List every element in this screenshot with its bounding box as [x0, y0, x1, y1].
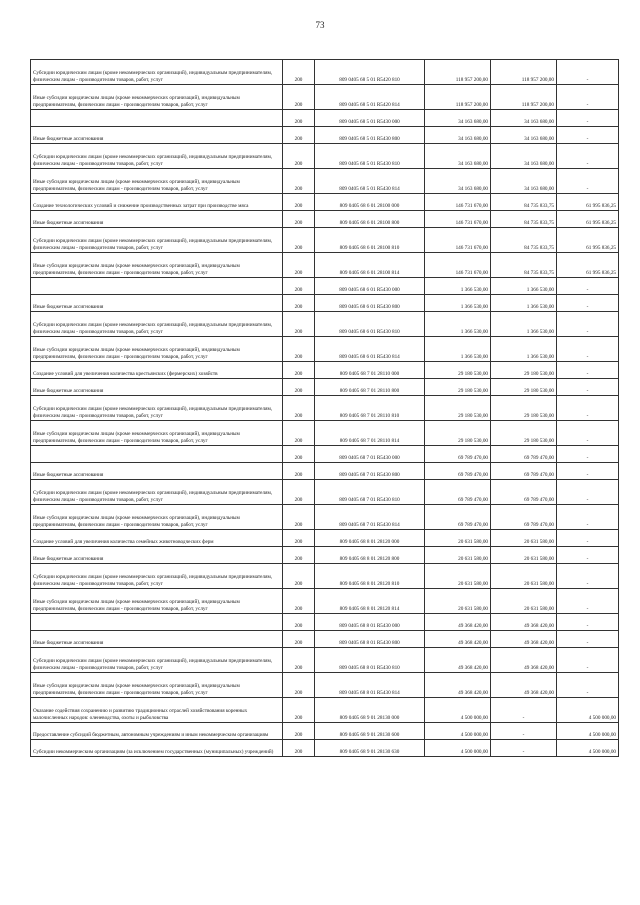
table-row	[31, 564, 619, 589]
row-executed-amount-cell: 1 366 530,00	[491, 295, 557, 312]
row-code-cell: 200	[283, 60, 315, 85]
row-unexecuted-amount-cell: 4 500 000,00	[557, 723, 619, 740]
row-name-cell: Иные бюджетные ассигнования	[31, 211, 283, 228]
row-code-cell: 200	[283, 144, 315, 169]
row-unexecuted-amount-cell: 61 995 836,25	[557, 228, 619, 253]
row-executed-amount-cell: 49 368 420,00	[491, 614, 557, 631]
row-name-cell: Иные субсидии юридическим лицам (кроме некоммерческих организаций), индивидуальным предпринимателям, физическим лицам - производителям товаров, работ, услуг	[31, 253, 283, 278]
row-classification-code-cell: 809 0405 68 5 01 R5420 814	[315, 85, 425, 110]
table-row	[31, 589, 619, 614]
row-unexecuted-amount-cell: -	[557, 463, 619, 480]
row-code-cell: 200	[283, 480, 315, 505]
row-executed-amount-cell: -	[491, 723, 557, 740]
row-executed-amount-cell: 118 957 200,00	[491, 60, 557, 85]
table-row	[31, 463, 619, 480]
row-unexecuted-amount-cell: -	[557, 614, 619, 631]
row-classification-code-cell: 809 0405 68 6 01 28100 810	[315, 228, 425, 253]
row-approved-amount-cell: 20 631 580,00	[425, 547, 491, 564]
row-code-cell: 200	[283, 110, 315, 127]
row-unexecuted-amount-cell: 61 995 836,25	[557, 253, 619, 278]
row-classification-code-cell: 809 0405 68 7 01 28110 000	[315, 362, 425, 379]
row-code-cell: 200	[283, 211, 315, 228]
row-unexecuted-amount-cell: 61 995 836,25	[557, 211, 619, 228]
row-classification-code-cell: 809 0405 68 5 01 R5430 000	[315, 110, 425, 127]
row-code-cell: 200	[283, 295, 315, 312]
row-approved-amount-cell: 146 731 670,00	[425, 194, 491, 211]
row-code-cell: 200	[283, 740, 315, 757]
row-classification-code-cell: 809 0405 68 8 01 28120 814	[315, 589, 425, 614]
row-unexecuted-amount-cell: -	[557, 127, 619, 144]
row-classification-code-cell: 809 0405 68 9 01 28130 630	[315, 740, 425, 757]
row-name-cell: Иные субсидии юридическим лицам (кроме некоммерческих организаций), индивидуальным предпринимателям, физическим лицам - производителям товаров, работ, услуг	[31, 673, 283, 698]
row-executed-amount-cell: -	[491, 740, 557, 757]
row-unexecuted-amount-cell: -	[557, 673, 619, 698]
row-code-cell: 200	[283, 253, 315, 278]
row-classification-code-cell: 809 0405 68 8 01 28120 810	[315, 564, 425, 589]
row-executed-amount-cell: 34 163 680,00	[491, 110, 557, 127]
row-approved-amount-cell: 49 368 420,00	[425, 631, 491, 648]
row-executed-amount-cell: 84 735 833,75	[491, 228, 557, 253]
row-code-cell: 200	[283, 127, 315, 144]
row-approved-amount-cell: 34 163 680,00	[425, 169, 491, 194]
row-approved-amount-cell: 4 500 000,00	[425, 723, 491, 740]
row-approved-amount-cell: 118 957 200,00	[425, 85, 491, 110]
row-classification-code-cell: 809 0405 68 5 01 R5430 810	[315, 144, 425, 169]
row-name-cell: Иные бюджетные ассигнования	[31, 379, 283, 396]
row-code-cell: 200	[283, 723, 315, 740]
table-row	[31, 194, 619, 211]
row-approved-amount-cell: 1 366 530,00	[425, 312, 491, 337]
row-classification-code-cell: 809 0405 68 6 01 R5430 000	[315, 278, 425, 295]
row-classification-code-cell: 809 0405 68 8 01 R5430 800	[315, 631, 425, 648]
row-unexecuted-amount-cell: -	[557, 295, 619, 312]
row-classification-code-cell: 809 0405 68 9 01 28130 600	[315, 723, 425, 740]
row-code-cell: 200	[283, 631, 315, 648]
table-row	[31, 530, 619, 547]
row-name-cell: Оказание содействия сохранению и развитию традиционных отраслей хозяйствования коренных малочисленных народов: оленеводства, охоты и рыболовства	[31, 698, 283, 723]
row-classification-code-cell: 809 0405 68 6 01 R5430 814	[315, 337, 425, 362]
row-code-cell: 200	[283, 228, 315, 253]
row-classification-code-cell: 809 0405 68 9 01 28130 000	[315, 698, 425, 723]
table-row	[31, 547, 619, 564]
row-executed-amount-cell: 34 163 680,00	[491, 144, 557, 169]
row-code-cell: 200	[283, 530, 315, 547]
table-row	[31, 698, 619, 723]
table-row	[31, 362, 619, 379]
row-executed-amount-cell: 20 631 580,00	[491, 530, 557, 547]
row-approved-amount-cell: 146 731 670,00	[425, 211, 491, 228]
row-executed-amount-cell: 84 735 833,75	[491, 253, 557, 278]
row-unexecuted-amount-cell: -	[557, 505, 619, 530]
row-executed-amount-cell: 29 180 530,00	[491, 421, 557, 446]
table-row	[31, 480, 619, 505]
row-approved-amount-cell: 4 500 000,00	[425, 740, 491, 757]
row-approved-amount-cell: 29 180 530,00	[425, 379, 491, 396]
row-code-cell: 200	[283, 85, 315, 110]
row-unexecuted-amount-cell: -	[557, 379, 619, 396]
row-approved-amount-cell: 1 366 530,00	[425, 337, 491, 362]
row-name-cell	[31, 110, 283, 127]
row-unexecuted-amount-cell: -	[557, 530, 619, 547]
row-classification-code-cell: 809 0405 68 7 01 R5430 810	[315, 480, 425, 505]
row-approved-amount-cell: 29 180 530,00	[425, 362, 491, 379]
row-classification-code-cell: 809 0405 68 7 01 28110 800	[315, 379, 425, 396]
row-unexecuted-amount-cell: -	[557, 547, 619, 564]
row-approved-amount-cell: 49 368 420,00	[425, 614, 491, 631]
row-approved-amount-cell: 118 957 200,00	[425, 60, 491, 85]
row-unexecuted-amount-cell: -	[557, 589, 619, 614]
row-name-cell: Иные субсидии юридическим лицам (кроме некоммерческих организаций), индивидуальным предпринимателям, физическим лицам - производителям товаров, работ, услуг	[31, 169, 283, 194]
row-unexecuted-amount-cell: -	[557, 60, 619, 85]
row-executed-amount-cell: 34 163 680,00	[491, 127, 557, 144]
row-unexecuted-amount-cell: -	[557, 564, 619, 589]
row-unexecuted-amount-cell: -	[557, 169, 619, 194]
row-executed-amount-cell: 1 366 530,00	[491, 278, 557, 295]
row-name-cell: Иные бюджетные ассигнования	[31, 547, 283, 564]
table-row	[31, 110, 619, 127]
row-executed-amount-cell: 49 368 420,00	[491, 631, 557, 648]
row-executed-amount-cell: 34 163 680,00	[491, 169, 557, 194]
row-approved-amount-cell: 1 366 530,00	[425, 295, 491, 312]
row-executed-amount-cell: 1 366 530,00	[491, 312, 557, 337]
row-name-cell: Иные бюджетные ассигнования	[31, 127, 283, 144]
row-unexecuted-amount-cell: 61 995 836,25	[557, 194, 619, 211]
row-approved-amount-cell: 69 789 470,00	[425, 505, 491, 530]
row-name-cell: Субсидии юридическим лицам (кроме некоммерческих организаций), индивидуальным предпринимателям, физическим лицам - производителям товаров, работ, услуг	[31, 312, 283, 337]
row-name-cell	[31, 614, 283, 631]
row-unexecuted-amount-cell: -	[557, 362, 619, 379]
table-row	[31, 723, 619, 740]
table-row	[31, 648, 619, 673]
row-name-cell: Субсидии юридическим лицам (кроме некоммерческих организаций), индивидуальным предпринимателям, физическим лицам - производителям товаров, работ, услуг	[31, 228, 283, 253]
row-name-cell: Субсидии юридическим лицам (кроме некоммерческих организаций), индивидуальным предпринимателям, физическим лицам - производителям товаров, работ, услуг	[31, 480, 283, 505]
row-name-cell: Иные бюджетные ассигнования	[31, 631, 283, 648]
row-code-cell: 200	[283, 194, 315, 211]
row-name-cell: Иные субсидии юридическим лицам (кроме некоммерческих организаций), индивидуальным предпринимателям, физическим лицам - производителям товаров, работ, услуг	[31, 505, 283, 530]
row-unexecuted-amount-cell: -	[557, 337, 619, 362]
row-name-cell: Субсидии юридическим лицам (кроме некоммерческих организаций), индивидуальным предпринимателям, физическим лицам - производителям товаров, работ, услуг	[31, 60, 283, 85]
row-code-cell: 200	[283, 421, 315, 446]
row-executed-amount-cell: 69 789 470,00	[491, 463, 557, 480]
row-code-cell: 200	[283, 446, 315, 463]
row-executed-amount-cell: 20 631 580,00	[491, 564, 557, 589]
row-classification-code-cell: 809 0405 68 8 01 R5430 000	[315, 614, 425, 631]
table-row	[31, 631, 619, 648]
table-row	[31, 169, 619, 194]
row-classification-code-cell: 809 0405 68 8 01 28120 000	[315, 530, 425, 547]
row-code-cell: 200	[283, 564, 315, 589]
row-executed-amount-cell: 69 789 470,00	[491, 480, 557, 505]
row-approved-amount-cell: 146 731 670,00	[425, 228, 491, 253]
row-name-cell: Субсидии некоммерческим организациям (за исключением государственных (муниципальных) учреждений)	[31, 740, 283, 757]
row-code-cell: 200	[283, 614, 315, 631]
row-name-cell: Иные субсидии юридическим лицам (кроме некоммерческих организаций), индивидуальным предпринимателям, физическим лицам - производителям товаров, работ, услуг	[31, 421, 283, 446]
row-executed-amount-cell: -	[491, 698, 557, 723]
row-approved-amount-cell: 29 180 530,00	[425, 421, 491, 446]
row-code-cell: 200	[283, 379, 315, 396]
row-name-cell: Создание условий для увеличения количества крестьянских (фермерских) хозяйств	[31, 362, 283, 379]
row-classification-code-cell: 809 0405 68 6 01 R5430 800	[315, 295, 425, 312]
row-approved-amount-cell: 29 180 530,00	[425, 396, 491, 421]
row-name-cell: Иные бюджетные ассигнования	[31, 463, 283, 480]
row-unexecuted-amount-cell: -	[557, 421, 619, 446]
row-approved-amount-cell: 20 631 580,00	[425, 564, 491, 589]
row-name-cell: Субсидии юридическим лицам (кроме некоммерческих организаций), индивидуальным предпринимателям, физическим лицам - производителям товаров, работ, услуг	[31, 144, 283, 169]
table-row	[31, 211, 619, 228]
row-approved-amount-cell: 69 789 470,00	[425, 463, 491, 480]
table-row	[31, 673, 619, 698]
row-approved-amount-cell: 69 789 470,00	[425, 446, 491, 463]
row-classification-code-cell: 809 0405 68 8 01 28120 800	[315, 547, 425, 564]
table-row	[31, 740, 619, 757]
table-row	[31, 127, 619, 144]
row-classification-code-cell: 809 0405 68 6 01 28100 000	[315, 194, 425, 211]
row-name-cell: Субсидии юридическим лицам (кроме некоммерческих организаций), индивидуальным предпринимателям, физическим лицам - производителям товаров, работ, услуг	[31, 648, 283, 673]
row-unexecuted-amount-cell: -	[557, 278, 619, 295]
row-unexecuted-amount-cell: -	[557, 110, 619, 127]
table-row	[31, 228, 619, 253]
row-unexecuted-amount-cell: -	[557, 648, 619, 673]
row-name-cell: Создание условий для увеличения количества семейных животноводческих ферм	[31, 530, 283, 547]
row-code-cell: 200	[283, 698, 315, 723]
row-name-cell	[31, 278, 283, 295]
row-unexecuted-amount-cell: -	[557, 144, 619, 169]
row-approved-amount-cell: 49 368 420,00	[425, 648, 491, 673]
row-approved-amount-cell: 20 631 580,00	[425, 530, 491, 547]
row-classification-code-cell: 809 0405 68 5 01 R5420 810	[315, 60, 425, 85]
row-classification-code-cell: 809 0405 68 5 01 R5430 800	[315, 127, 425, 144]
row-unexecuted-amount-cell: -	[557, 446, 619, 463]
table-row	[31, 421, 619, 446]
row-approved-amount-cell: 34 163 680,00	[425, 110, 491, 127]
row-classification-code-cell: 809 0405 68 8 01 R5430 814	[315, 673, 425, 698]
row-executed-amount-cell: 29 180 530,00	[491, 362, 557, 379]
row-code-cell: 200	[283, 278, 315, 295]
row-code-cell: 200	[283, 362, 315, 379]
row-name-cell	[31, 446, 283, 463]
row-name-cell: Субсидии юридическим лицам (кроме некоммерческих организаций), индивидуальным предпринимателям, физическим лицам - производителям товаров, работ, услуг	[31, 564, 283, 589]
row-code-cell: 200	[283, 312, 315, 337]
row-approved-amount-cell: 49 368 420,00	[425, 673, 491, 698]
row-unexecuted-amount-cell: -	[557, 85, 619, 110]
row-code-cell: 200	[283, 463, 315, 480]
row-code-cell: 200	[283, 169, 315, 194]
row-approved-amount-cell: 4 500 000,00	[425, 698, 491, 723]
budget-table	[30, 59, 619, 757]
row-classification-code-cell: 809 0405 68 7 01 R5430 814	[315, 505, 425, 530]
row-unexecuted-amount-cell: -	[557, 480, 619, 505]
row-executed-amount-cell: 29 180 530,00	[491, 379, 557, 396]
row-name-cell: Субсидии юридическим лицам (кроме некоммерческих организаций), индивидуальным предпринимателям, физическим лицам - производителям товаров, работ, услуг	[31, 396, 283, 421]
row-classification-code-cell: 809 0405 68 6 01 28100 814	[315, 253, 425, 278]
table-row	[31, 295, 619, 312]
row-approved-amount-cell: 146 731 670,00	[425, 253, 491, 278]
table-row	[31, 505, 619, 530]
row-code-cell: 200	[283, 589, 315, 614]
row-classification-code-cell: 809 0405 68 8 01 R5430 810	[315, 648, 425, 673]
row-name-cell: Создание технологических условий и снижение производственных затрат при производстве мяса	[31, 194, 283, 211]
row-executed-amount-cell: 69 789 470,00	[491, 505, 557, 530]
row-name-cell: Предоставление субсидий бюджетным, автономным учреждениям и иным некоммерческим организациям	[31, 723, 283, 740]
row-executed-amount-cell: 29 180 530,00	[491, 396, 557, 421]
row-classification-code-cell: 809 0405 68 7 01 28110 810	[315, 396, 425, 421]
row-executed-amount-cell: 84 735 833,75	[491, 211, 557, 228]
row-executed-amount-cell: 20 631 580,00	[491, 547, 557, 564]
row-executed-amount-cell: 1 366 530,00	[491, 337, 557, 362]
row-executed-amount-cell: 69 789 470,00	[491, 446, 557, 463]
table-row	[31, 85, 619, 110]
row-executed-amount-cell: 20 631 580,00	[491, 589, 557, 614]
row-code-cell: 200	[283, 547, 315, 564]
table-row	[31, 253, 619, 278]
row-approved-amount-cell: 34 163 680,00	[425, 127, 491, 144]
row-executed-amount-cell: 84 735 833,75	[491, 194, 557, 211]
row-unexecuted-amount-cell: -	[557, 396, 619, 421]
table-row	[31, 312, 619, 337]
row-code-cell: 200	[283, 673, 315, 698]
row-code-cell: 200	[283, 396, 315, 421]
table-row	[31, 60, 619, 85]
row-approved-amount-cell: 69 789 470,00	[425, 480, 491, 505]
row-classification-code-cell: 809 0405 68 5 01 R5430 814	[315, 169, 425, 194]
page-number: 73	[315, 20, 325, 30]
table-row	[31, 614, 619, 631]
row-code-cell: 200	[283, 505, 315, 530]
table-row	[31, 446, 619, 463]
row-code-cell: 200	[283, 337, 315, 362]
row-classification-code-cell: 809 0405 68 7 01 R5430 800	[315, 463, 425, 480]
row-unexecuted-amount-cell: -	[557, 631, 619, 648]
row-executed-amount-cell: 49 368 420,00	[491, 673, 557, 698]
row-classification-code-cell: 809 0405 68 7 01 28110 814	[315, 421, 425, 446]
row-name-cell: Иные субсидии юридическим лицам (кроме некоммерческих организаций), индивидуальным предпринимателям, физическим лицам - производителям товаров, работ, услуг	[31, 85, 283, 110]
table-row	[31, 337, 619, 362]
row-classification-code-cell: 809 0405 68 6 01 R5430 810	[315, 312, 425, 337]
table-row	[31, 379, 619, 396]
row-name-cell: Иные субсидии юридическим лицам (кроме некоммерческих организаций), индивидуальным предпринимателям, физическим лицам - производителям товаров, работ, услуг	[31, 337, 283, 362]
row-code-cell: 200	[283, 648, 315, 673]
row-classification-code-cell: 809 0405 68 6 01 28100 800	[315, 211, 425, 228]
row-name-cell: Иные субсидии юридическим лицам (кроме некоммерческих организаций), индивидуальным предпринимателям, физическим лицам - производителям товаров, работ, услуг	[31, 589, 283, 614]
row-executed-amount-cell: 118 957 200,00	[491, 85, 557, 110]
row-name-cell: Иные бюджетные ассигнования	[31, 295, 283, 312]
row-approved-amount-cell: 34 163 680,00	[425, 144, 491, 169]
row-classification-code-cell: 809 0405 68 7 01 R5430 000	[315, 446, 425, 463]
table-row	[31, 396, 619, 421]
table-row	[31, 278, 619, 295]
row-approved-amount-cell: 1 366 530,00	[425, 278, 491, 295]
row-executed-amount-cell: 49 368 420,00	[491, 648, 557, 673]
row-unexecuted-amount-cell: -	[557, 312, 619, 337]
row-unexecuted-amount-cell: 4 500 000,00	[557, 698, 619, 723]
table-row	[31, 144, 619, 169]
row-unexecuted-amount-cell: 4 500 000,00	[557, 740, 619, 757]
row-approved-amount-cell: 20 631 580,00	[425, 589, 491, 614]
